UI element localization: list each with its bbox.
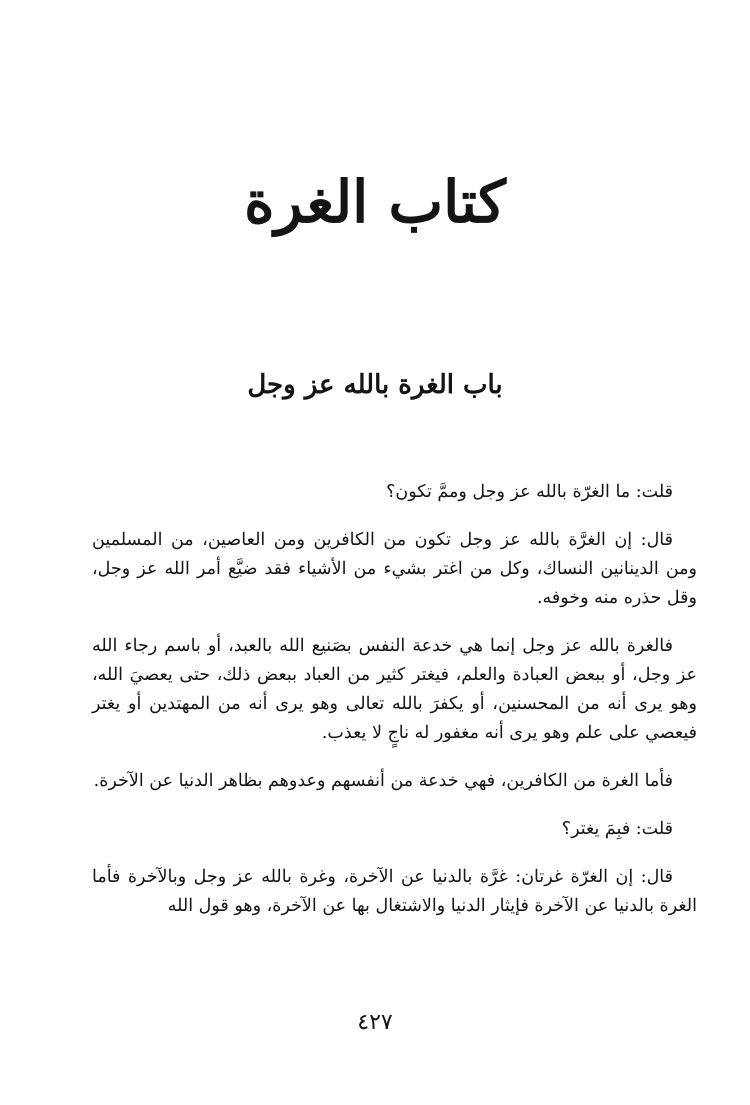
- chapter-title: باب الغرة بالله عز وجل: [247, 370, 503, 400]
- paragraph-answer-2: قال: إن الغرّة غرتان: غرَّة بالدنيا عن الآخرة، وغرة بالله عز وجل وبالآخرة فأما الغرة بالدنيا عن الآخرة فإيثار الدنيا والاشتغال بها عن الآخرة، وهو قول الله: [92, 867, 697, 916]
- paragraph-disbelievers: فأما الغرة من الكافرين، فهي خدعة من أنفسهم وعدوهم بظاهر الدنيا عن الآخرة.: [93, 771, 673, 791]
- paragraph-question-1: قلت: ما الغرّة بالله عز وجل وممَّ تكون؟: [386, 482, 673, 502]
- paragraph-explanation: فالغرة بالله عز وجل إنما هي خدعة النفس بصَنيع الله بالعبد، أو باسم رجاء الله عز وجل، أو ببعض العبادة والعلم، فيغتر كثير من العباد ببعض ذلك، حتى يعصيَ الله، وهو يرى أنه من المحسنين، أو يكفرَ بالله تعالى وهو يرى أنه من المهتدين أو يغتر فيعصي على علم وهو يرى أنه مغفور له ناجٍ لا يعذب.: [92, 636, 697, 743]
- book-title: كتاب الغرة: [244, 168, 506, 236]
- body-text: [92, 478, 697, 940]
- paragraph-question-2: قلت: فبِمَ يغتر؟: [561, 819, 673, 839]
- page-number: ٤٢٧: [357, 1010, 393, 1035]
- paragraph-answer-1: قال: إن الغرَّة بالله عز وجل تكون من الكافرين ومن العاصين، من المسلمين ومن الدينانين النساك، وكل من اغتر بشيء من الأشياء فقد ضيَّع أمر الله عز وجل، وقل حذره منه وخوفه.: [92, 530, 697, 608]
